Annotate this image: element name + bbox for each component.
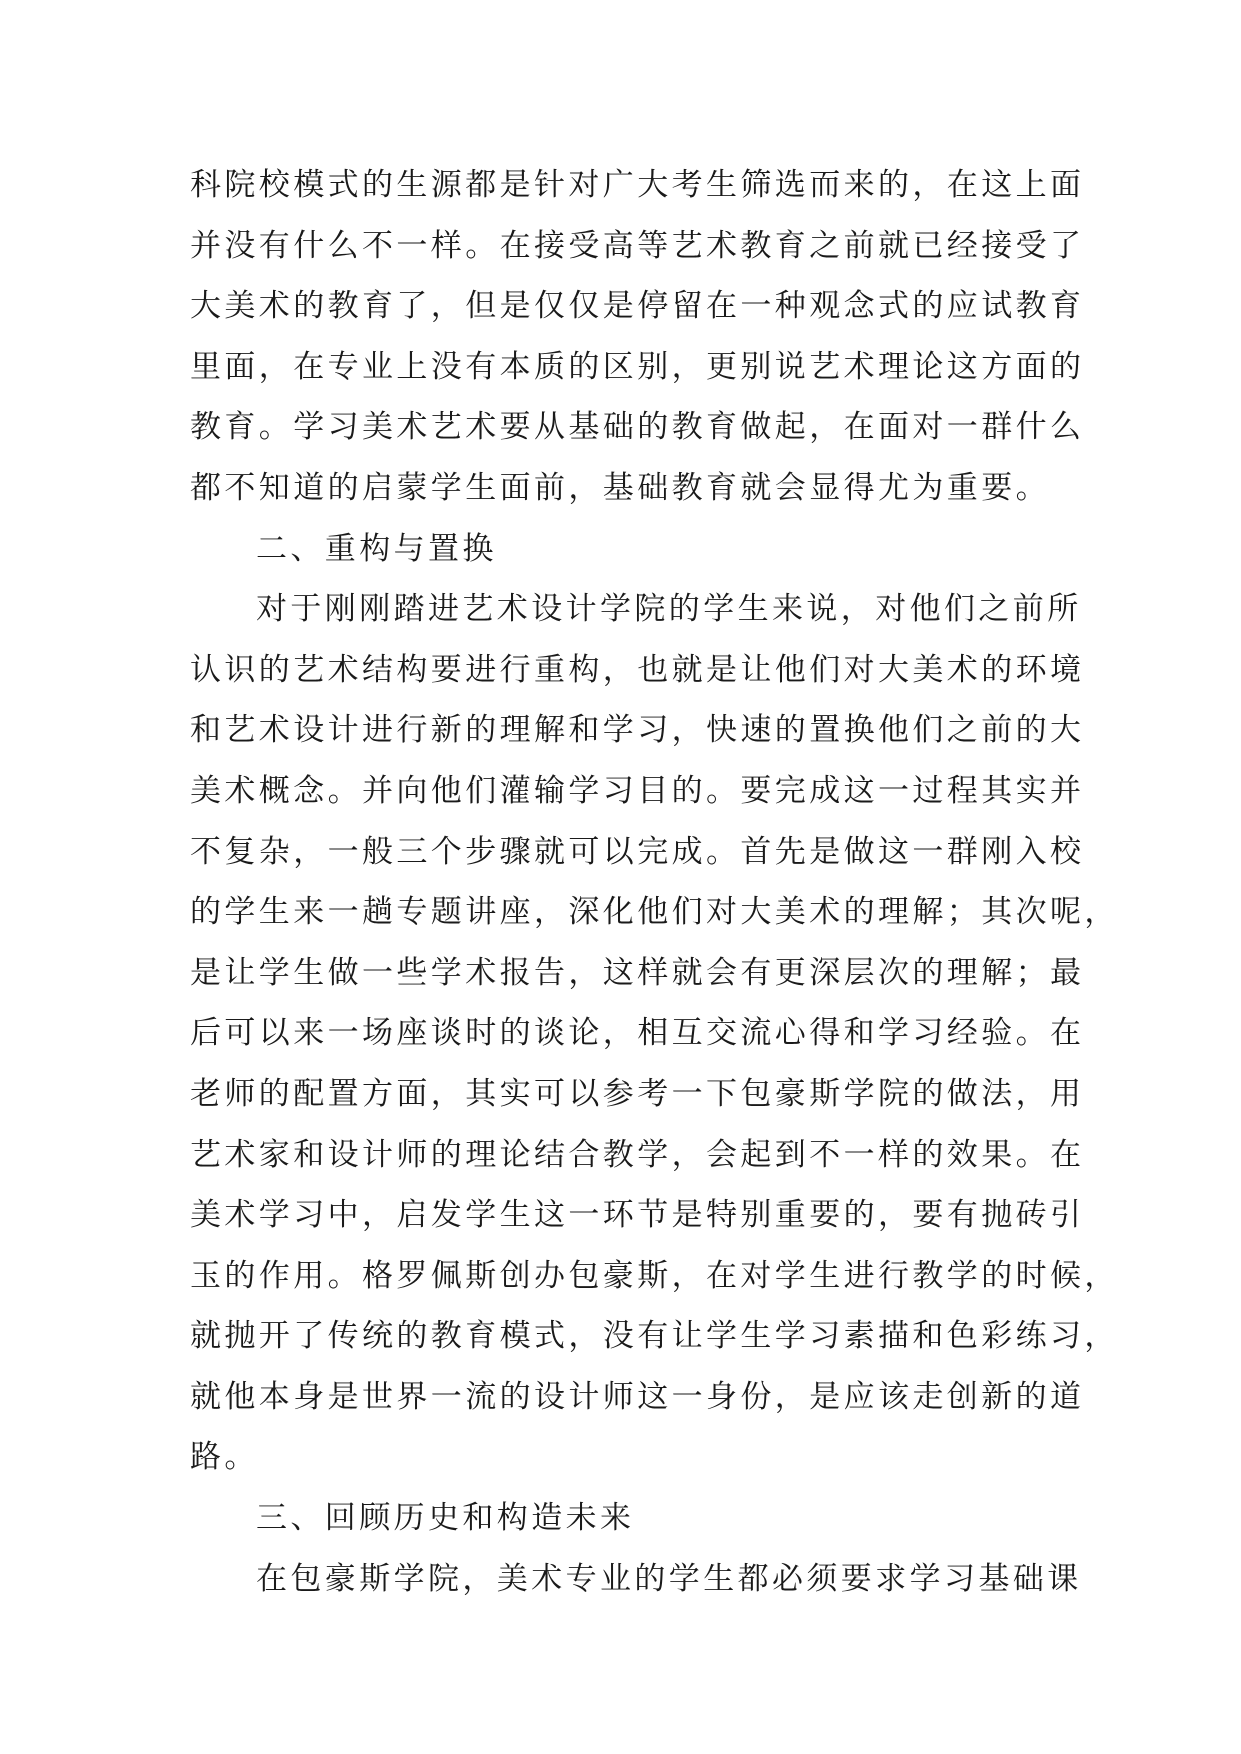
body-line: 和艺术设计进行新的理解和学习，快速的置换他们之前的大 xyxy=(190,712,1085,749)
paragraph-first-line: 在包豪斯学院，美术专业的学生都必须要求学习基础课 xyxy=(256,1560,1082,1597)
body-line: 科院校模式的生源都是针对广大考生筛选而来的，在这上面 xyxy=(190,167,1085,203)
body-line: 的学生来一趟专题讲座，深化他们对大美术的理解；其次呢， xyxy=(190,894,1119,931)
body-line: 后可以来一场座谈时的谈论，相互交流心得和学习经验。在 xyxy=(190,1015,1085,1052)
body-line: 并没有什么不一样。在接受高等艺术教育之前就已经接受了 xyxy=(190,227,1085,264)
body-line: 美术概念。并向他们灌输学习目的。要完成这一过程其实并 xyxy=(190,772,1085,809)
section-heading: 三、回顾历史和构造未来 xyxy=(256,1500,635,1537)
body-line: 不复杂，一般三个步骤就可以完成。首先是做这一群刚入校 xyxy=(190,833,1085,870)
body-line: 就他本身是世界一流的设计师这一身份，是应该走创新的道 xyxy=(190,1378,1085,1415)
body-line: 美术学习中，启发学生这一环节是特别重要的，要有抛砖引 xyxy=(190,1197,1085,1234)
body-line: 里面，在专业上没有本质的区别，更别说艺术理论这方面的 xyxy=(190,348,1085,385)
document-body xyxy=(190,155,1119,1609)
paragraph-first-line: 对于刚刚踏进艺术设计学院的学生来说，对他们之前所 xyxy=(256,591,1082,628)
body-line: 大美术的教育了，但是仅仅是停留在一种观念式的应试教育 xyxy=(190,288,1085,325)
body-line: 是让学生做一些学术报告，这样就会有更深层次的理解；最 xyxy=(190,954,1085,991)
body-line: 认识的艺术结构要进行重构，也就是让他们对大美术的环境 xyxy=(190,651,1085,688)
body-line: 老师的配置方面，其实可以参考一下包豪斯学院的做法，用 xyxy=(190,1075,1085,1112)
section-heading: 二、重构与置换 xyxy=(256,530,497,567)
body-line: 教育。学习美术艺术要从基础的教育做起，在面对一群什么 xyxy=(190,409,1085,446)
body-line: 都不知道的启蒙学生面前，基础教育就会显得尤为重要。 xyxy=(190,469,1050,506)
body-line: 艺术家和设计师的理论结合教学，会起到不一样的效果。在 xyxy=(190,1136,1085,1173)
body-line: 就抛开了传统的教育模式，没有让学生学习素描和色彩练习， xyxy=(190,1318,1119,1355)
body-line: 玉的作用。格罗佩斯创办包豪斯，在对学生进行教学的时候， xyxy=(190,1257,1119,1294)
body-line: 路。 xyxy=(190,1439,259,1476)
